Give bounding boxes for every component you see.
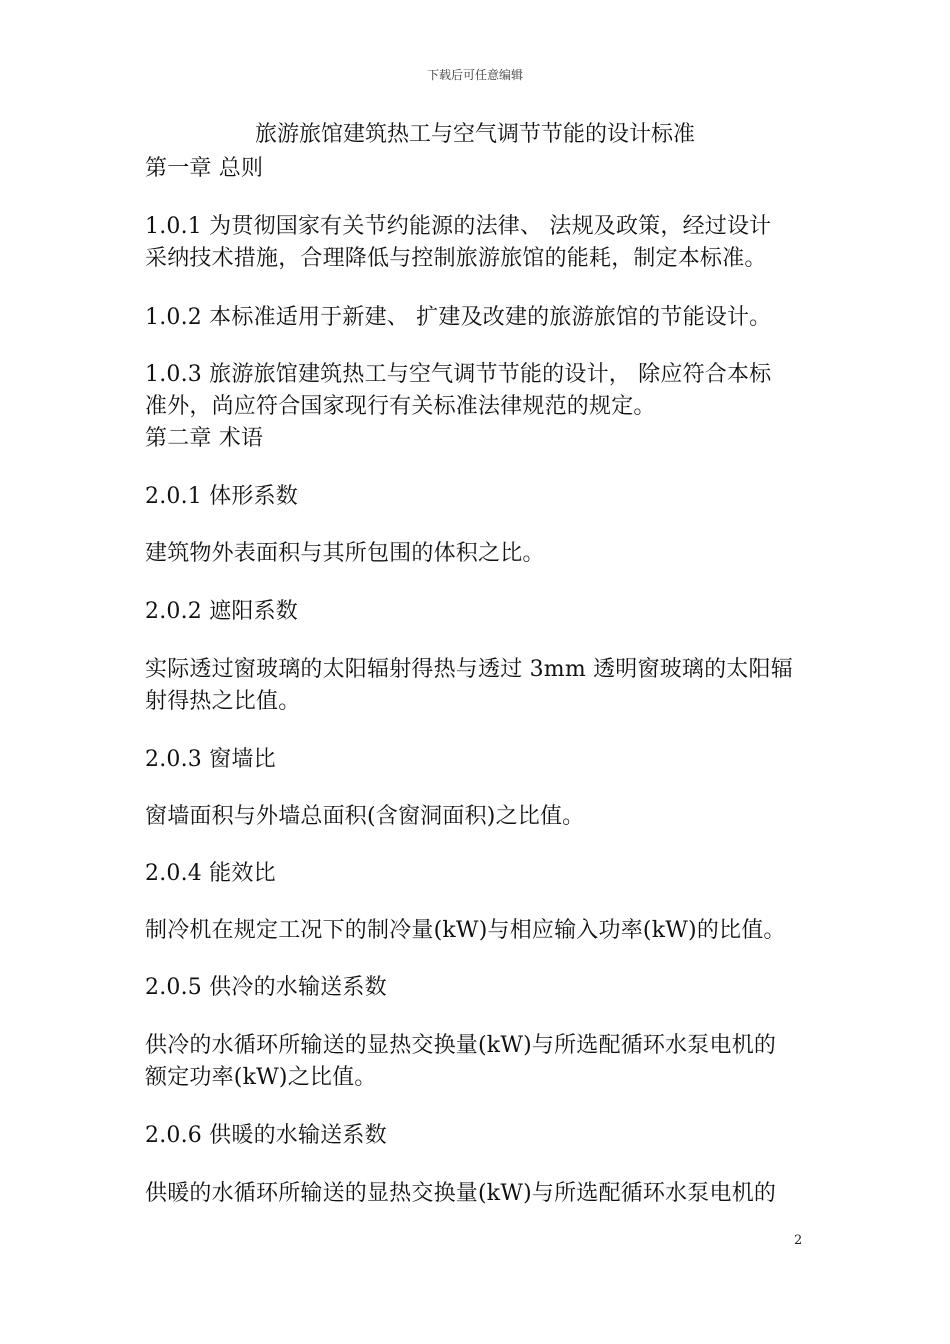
chapter-heading-1: 第一章 总则	[145, 156, 264, 181]
clause-1-0-2: 1.0.2 本标准适用于新建、 扩建及改建的旅游旅馆的节能设计。	[145, 305, 772, 330]
term-2-0-5-definition-line-1: 供冷的水循环所输送的显热交换量(kW)与所选配循环水泵电机的	[145, 1033, 777, 1058]
term-2-0-6-definition-line-1: 供暖的水循环所输送的显热交换量(kW)与所选配循环水泵电机的	[145, 1181, 777, 1206]
term-2-0-3-definition: 窗墙面积与外墙总面积(含窗洞面积)之比值。	[145, 804, 585, 829]
clause-1-0-1-line-2: 采纳技术措施，合理降低与控制旅游旅馆的能耗，制定本标准。	[145, 246, 767, 271]
term-2-0-1-definition: 建筑物外表面积与其所包围的体积之比。	[145, 541, 545, 566]
term-2-0-2-definition-line-1: 实际透过窗玻璃的太阳辐射得热与透过 3mm 透明窗玻璃的太阳辐	[145, 657, 793, 682]
clause-1-0-3-line-1: 1.0.3 旅游旅馆建筑热工与空气调节节能的设计， 除应符合本标	[145, 362, 772, 387]
term-2-0-5-definition-line-2: 额定功率(kW)之比值。	[145, 1065, 377, 1090]
term-2-0-6-title: 2.0.6 供暖的水输送系数	[145, 1123, 387, 1148]
term-2-0-1-title: 2.0.1 体形系数	[145, 484, 298, 509]
chapter-heading-2: 第二章 术语	[145, 426, 264, 451]
clause-1-0-3-line-2: 准外，尚应符合国家现行有关标准法律规范的规定。	[145, 394, 656, 419]
document-title: 旅游旅馆建筑热工与空气调节节能的设计标准	[254, 122, 695, 147]
clause-1-0-1-line-1: 1.0.1 为贯彻国家有关节约能源的法律、 法规及政策，经过设计	[145, 214, 772, 239]
page-number: 2	[794, 1233, 803, 1248]
term-2-0-2-definition-line-2: 射得热之比值。	[145, 689, 301, 714]
term-2-0-4-title: 2.0.4 能效比	[145, 861, 276, 886]
term-2-0-5-title: 2.0.5 供冷的水输送系数	[145, 975, 387, 1000]
term-2-0-2-title: 2.0.2 遮阳系数	[145, 599, 298, 624]
page-header: 下载后可任意编辑	[426, 68, 523, 82]
term-2-0-3-title: 2.0.3 窗墙比	[145, 747, 276, 772]
term-2-0-4-definition: 制冷机在规定工况下的制冷量(kW)与相应输入功率(kW)的比值。	[145, 918, 786, 943]
